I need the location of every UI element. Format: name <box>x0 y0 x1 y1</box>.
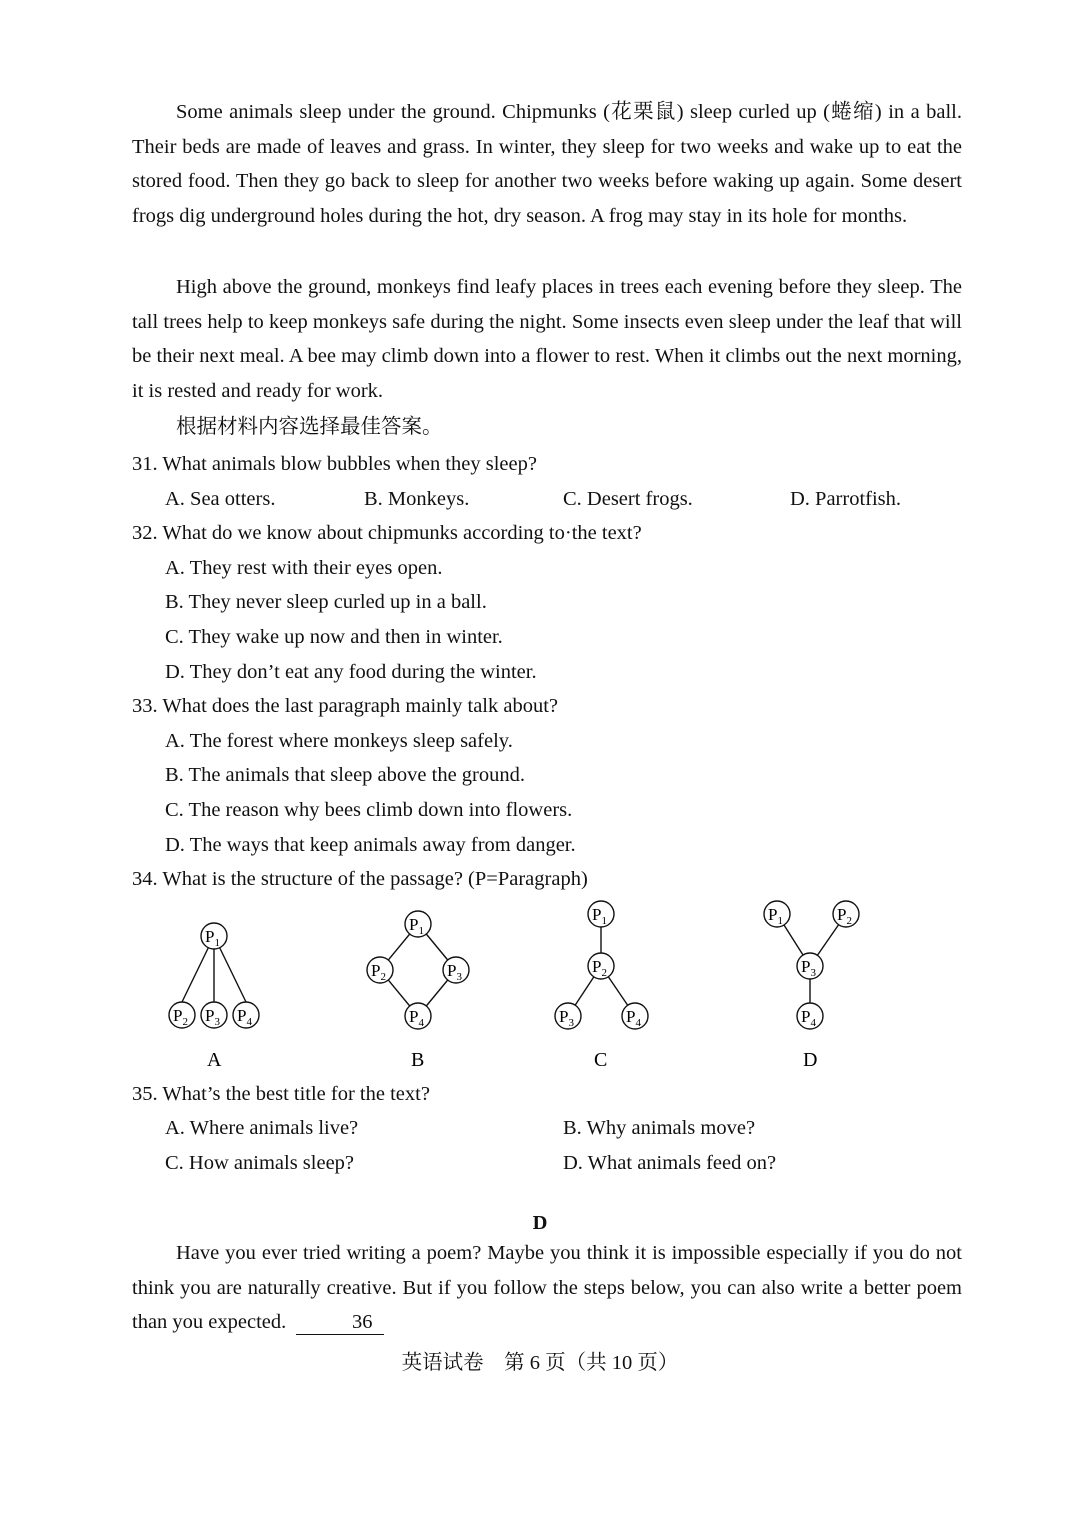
diagram-c <box>555 901 648 1071</box>
question-32-option-d: D. They don’t eat any food during the winter. <box>165 661 537 683</box>
diagram-c-label: C <box>594 1049 608 1071</box>
question-31-options <box>165 484 965 514</box>
svg-text:P1: $P_1$ <box>409 915 424 937</box>
diagram-a-label: A <box>207 1049 222 1071</box>
diagram-c-node-p3 <box>555 1003 581 1029</box>
question-33-stem: 33. What does the last paragraph mainly talk about? <box>132 695 559 717</box>
question-35-option-c: C. How animals sleep? <box>165 1152 355 1174</box>
svg-text:P3: $P_3$ <box>559 1007 574 1029</box>
passage-paragraph-2: High above the ground, monkeys find leafy places in trees each evening before they sleep. The tall trees help to keep monkeys safe during the night. Some insects even sleep under the leaf that will be their next meal. A bee may climb down into a flower to rest. When it climbs out the next morning, it is rested and ready for work. <box>132 276 962 402</box>
svg-text:P4: $P_4$ <box>409 1007 424 1029</box>
structure-diagrams <box>140 892 900 1082</box>
question-35-options-row-1 <box>165 1113 965 1143</box>
question-33-option-c: C. The reason why bees climb down into flowers. <box>165 799 573 821</box>
svg-text:P2: $P_2$ <box>371 961 386 983</box>
diagram-d <box>764 901 859 1071</box>
diagram-a-node-p3 <box>201 1002 227 1028</box>
svg-text:P4: $P_4$ <box>801 1007 816 1029</box>
svg-text:P4: $P_4$ <box>237 1006 252 1028</box>
question-32-option-c: C. They wake up now and then in winter. <box>165 626 503 648</box>
question-33-option-b: B. The animals that sleep above the ground. <box>165 764 525 786</box>
question-35-option-b: B. Why animals move? <box>563 1117 756 1139</box>
question-32-stem: 32. What do we know about chipmunks according to·the text? <box>132 522 642 544</box>
svg-text:P3: $P_3$ <box>447 961 462 983</box>
question-31-stem: 31. What animals blow bubbles when they sleep? <box>132 453 537 475</box>
svg-text:P1: $P_1$ <box>592 905 607 927</box>
question-35-options-row-2 <box>165 1148 965 1178</box>
question-31-option-a: A. Sea otters. <box>165 488 276 510</box>
diagram-c-node-p1 <box>588 901 614 927</box>
section-d-text: Have you ever tried writing a poem? Maybe you think it is impossible especially if you do not think you are naturally creative. But if you follow the steps below, you can also write a better poem than you expected. <box>132 1242 962 1334</box>
diagram-c-node-p4 <box>622 1003 648 1029</box>
question-31-option-b: B. Monkeys. <box>364 488 470 510</box>
diagram-c-node-p2 <box>588 953 614 979</box>
svg-text:P2: $P_2$ <box>837 905 852 927</box>
diagram-d-node-p3 <box>797 953 823 979</box>
section-d-paragraph <box>132 1236 962 1340</box>
diagram-b-node-p3 <box>443 957 469 983</box>
question-32-option-b: B. They never sleep curled up in a ball. <box>165 591 487 613</box>
diagram-b-label: B <box>411 1049 425 1071</box>
question-31-option-c: C. Desert frogs. <box>563 488 693 510</box>
question-34-stem: 34. What is the structure of the passage? (P=Paragraph) <box>132 868 588 890</box>
diagram-b-node-p4 <box>405 1003 431 1029</box>
question-35-option-d: D. What animals feed on? <box>563 1152 777 1174</box>
diagram-a-node-p1 <box>201 923 227 949</box>
svg-text:P1: $P_1$ <box>205 927 220 949</box>
diagram-d-node-p1 <box>764 901 790 927</box>
diagram-d-node-p4 <box>797 1003 823 1029</box>
question-31-option-d: D. Parrotfish. <box>790 488 902 510</box>
diagram-d-node-p2 <box>833 901 859 927</box>
diagram-b-node-p2 <box>367 957 393 983</box>
question-35-stem: 35. What’s the best title for the text? <box>132 1083 430 1105</box>
section-d-heading: D <box>532 1212 548 1234</box>
question-33-option-d: D. The ways that keep animals away from danger. <box>165 834 576 856</box>
answer-blank-36: 36 <box>296 1310 384 1335</box>
passage-paragraph-1: Some animals sleep under the ground. Chipmunks (花栗鼠) sleep curled up (蜷缩) in a ball. Their beds are made of leaves and grass. In winter, they sleep for two weeks and wake up to eat the stored food. Then they go back to sleep for another two weeks before waking up again. Some desert frogs dig underground holes during the hot, dry season. A frog may stay in its hole for months. <box>132 101 962 227</box>
diagram-d-label: D <box>803 1049 818 1071</box>
svg-text:P2: $P_2$ <box>173 1006 188 1028</box>
svg-text:P3: $P_3$ <box>801 957 816 979</box>
diagram-b <box>367 911 469 1071</box>
question-32-option-a: A. They rest with their eyes open. <box>165 557 443 579</box>
svg-text:P2: $P_2$ <box>592 957 607 979</box>
diagram-a <box>169 923 259 1071</box>
instruction-text: 根据材料内容选择最佳答案。 <box>176 416 443 438</box>
page-footer: 英语试卷 第 6 页（共 10 页） <box>401 1352 679 1374</box>
diagram-a-node-p4 <box>233 1002 259 1028</box>
question-35-option-a: A. Where animals live? <box>165 1117 359 1139</box>
diagram-b-node-p1 <box>405 911 431 937</box>
svg-text:P3: $P_3$ <box>205 1006 220 1028</box>
diagram-a-node-p2 <box>169 1002 195 1028</box>
svg-text:P1: $P_1$ <box>768 905 783 927</box>
question-33-option-a: A. The forest where monkeys sleep safely. <box>165 730 513 752</box>
svg-text:P4: $P_4$ <box>626 1007 641 1029</box>
